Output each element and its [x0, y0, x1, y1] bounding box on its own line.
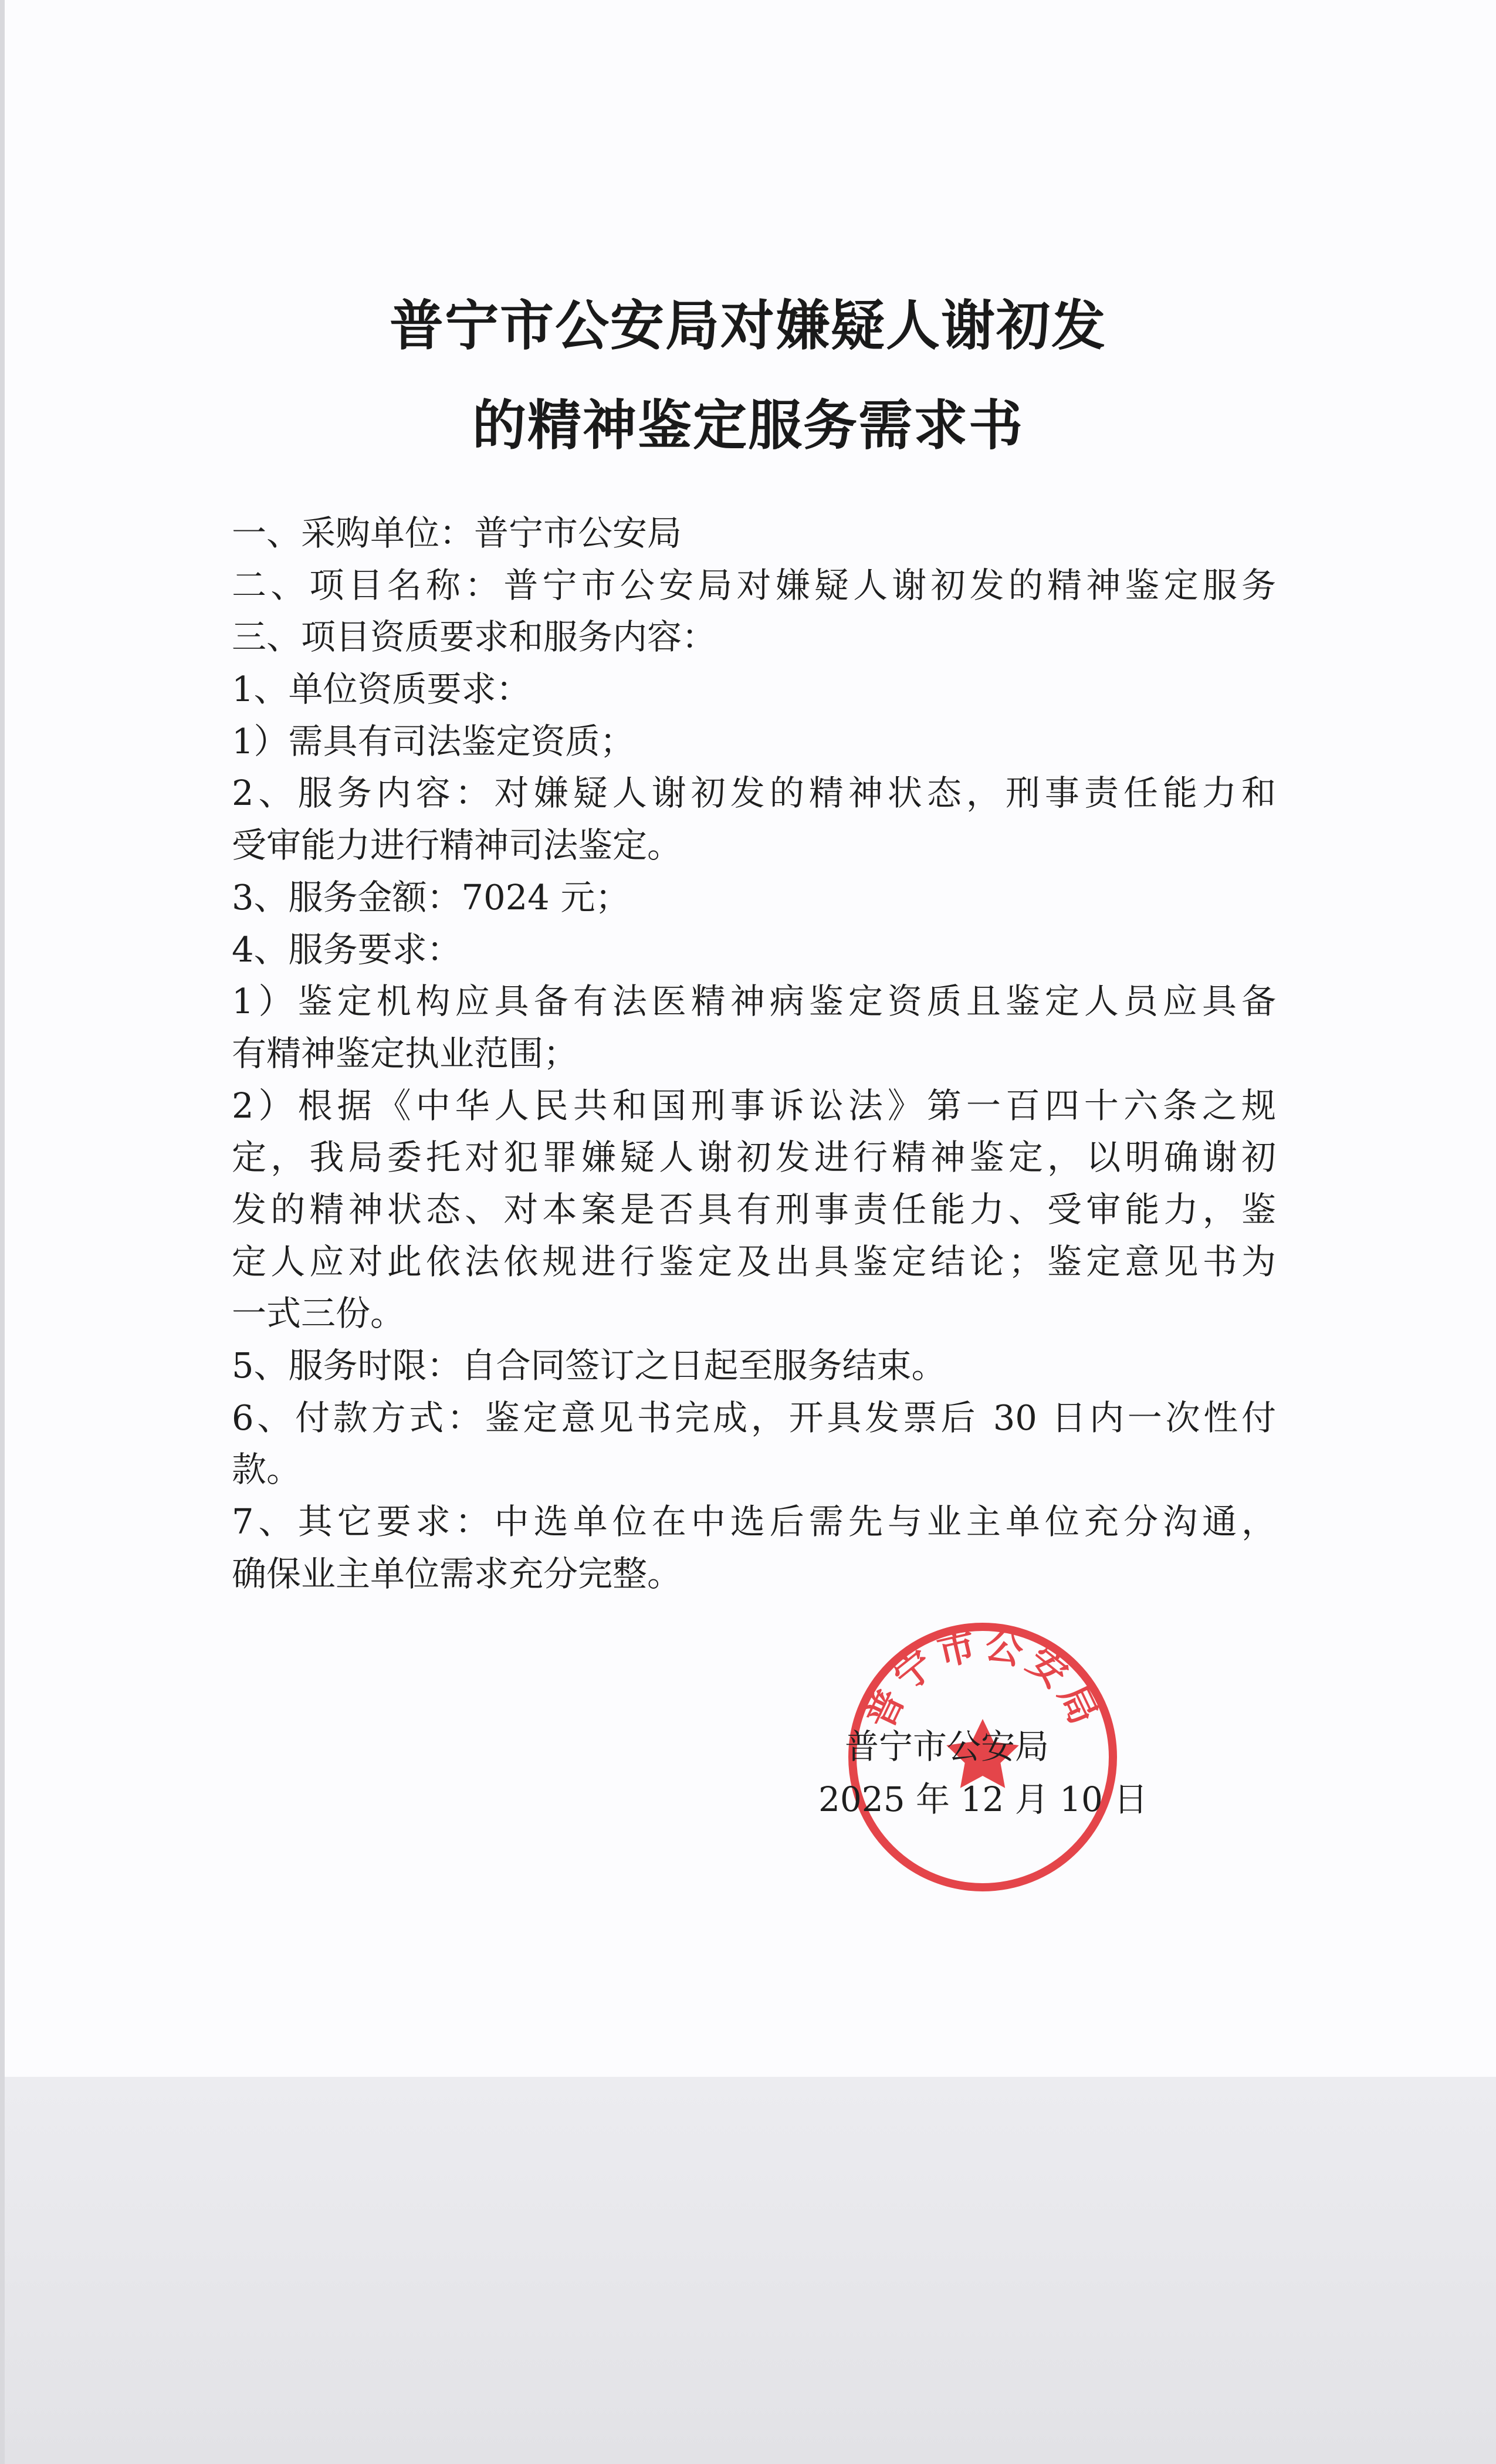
document-title-line-2: 的精神鉴定服务需求书: [472, 394, 1024, 457]
body-line: 定，我局委托对犯罪嫌疑人谢初发进行精神鉴定，以明确谢初: [232, 1137, 1276, 1178]
signature-date: 2025 年 12 月 10 日: [818, 1779, 1148, 1819]
scan-left-edge: [0, 0, 5, 2464]
body-line: 2）根据《中华人民共和国刑事诉讼法》第一百四十六条之规: [232, 1085, 1276, 1126]
body-line: 受审能力进行精神司法鉴定。: [232, 825, 682, 866]
body-line: 有精神鉴定执业范围；: [232, 1033, 578, 1074]
body-line: 1）鉴定机构应具备有法医精神病鉴定资质且鉴定人员应具备: [232, 981, 1276, 1022]
signature-organization: 普宁市公安局: [845, 1727, 1050, 1766]
body-line: 一、采购单位：普宁市公安局: [232, 513, 682, 553]
body-line: 1）需具有司法鉴定资质；: [232, 720, 635, 761]
body-line: 3、服务金额：7024 元；: [232, 876, 630, 918]
document-body: [232, 507, 1276, 1600]
body-line: 一式三份。: [232, 1293, 405, 1334]
body-line: 款。: [232, 1449, 302, 1490]
body-line: 2、服务内容：对嫌疑人谢初发的精神状态，刑事责任能力和: [232, 773, 1276, 814]
seal-text: 普宁市公安局: [858, 1623, 1108, 1735]
body-line: 1、单位资质要求：: [232, 669, 531, 710]
document-title-line-1: 普宁市公安局对嫌疑人谢初发: [389, 295, 1106, 357]
body-line: 4、服务要求：: [232, 929, 462, 970]
body-line: 定人应对此依法依规进行鉴定及出具鉴定结论；鉴定意见书为: [232, 1241, 1276, 1282]
body-line: 二、项目名称：普宁市公安局对嫌疑人谢初发的精神鉴定服务: [232, 564, 1276, 605]
body-line: 6、付款方式：鉴定意见书完成，开具发票后 30 日内一次性付: [232, 1397, 1276, 1438]
body-line: 确保业主单位需求充分完整。: [232, 1553, 682, 1594]
scan-bottom-margin: [0, 2077, 1496, 2464]
body-line: 三、项目资质要求和服务内容：: [232, 617, 717, 658]
body-line: 7、其它要求：中选单位在中选后需先与业主单位充分沟通，: [232, 1501, 1276, 1542]
body-line: 发的精神状态、对本案是否具有刑事责任能力、受审能力，鉴: [232, 1189, 1276, 1230]
body-line: 5、服务时限：自合同签订之日起至服务结束。: [232, 1345, 946, 1386]
